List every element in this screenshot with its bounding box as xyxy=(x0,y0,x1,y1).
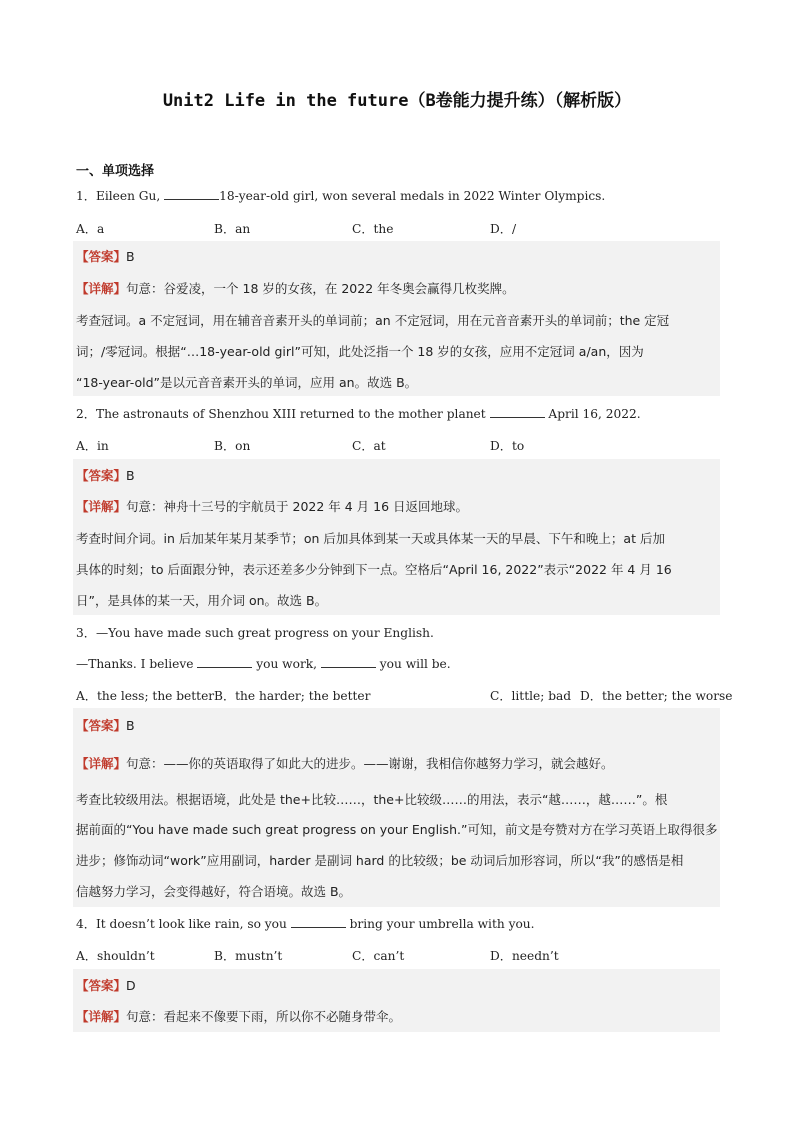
option-b: B．an xyxy=(214,222,251,236)
answer-line: 【答案】B xyxy=(76,468,135,483)
option-a: A．the less; the better xyxy=(76,689,215,703)
question-2-explanation xyxy=(73,459,720,615)
answer-line: 【答案】D xyxy=(76,978,136,993)
option-d: D．to xyxy=(490,439,525,453)
answer-blank xyxy=(321,656,376,668)
question-3-stem: 3．—You have made such great progress on your English. xyxy=(76,626,434,640)
option-d: D．the better; the worse xyxy=(580,689,733,703)
question-3-stem-reply: —Thanks. I believe you work, you will be. xyxy=(76,657,451,671)
detail-line: 信越努力学习，会变得越好，符合语境。故选 B。 xyxy=(76,884,352,899)
detail-line: 据前面的“You have made such great progress on your English.”可知，前文是夸赞对方在学习英语上取得很多 xyxy=(76,822,718,837)
option-a: A．a xyxy=(76,222,105,236)
question-4-options xyxy=(76,947,720,963)
detail-line: 词；/零冠词。根据“…18-year-old girl”可知，此处泛指一个 18 岁的女孩，应用不定冠词 a/an，因为 xyxy=(76,344,644,359)
page-title: Unit2 Life in the future（B卷能力提升练）（解析版） xyxy=(162,91,632,111)
answer-line: 【答案】B xyxy=(76,718,135,733)
option-b: B．mustn’t xyxy=(214,949,283,963)
detail-line: 日”，是具体的某一天，用介词 on。故选 B。 xyxy=(76,593,328,608)
detail-line: 具体的时刻；to 后面跟分钟，表示还差多少分钟到下一点。空格后“April 16, 2022”表示“2022 年 4 月 16 xyxy=(76,562,672,577)
section-heading: 一、单项选择 xyxy=(76,164,155,179)
option-b: B．the harder; the better xyxy=(214,689,371,703)
option-c: C．at xyxy=(352,439,386,453)
detail-line: 考查时间介词。in 后加某年某月某季节；on 后加具体到某一天或具体某一天的早晨、下午和晚上；at 后加 xyxy=(76,531,665,546)
option-b: B．on xyxy=(214,439,251,453)
answer-line: 【答案】B xyxy=(76,249,135,264)
option-c: C．little; bad xyxy=(490,689,572,703)
option-d: D．needn’t xyxy=(490,949,559,963)
option-c: C．the xyxy=(352,222,394,236)
detail-line: 【详解】句意：看起来不像要下雨，所以你不必随身带伞。 xyxy=(76,1009,402,1024)
question-4-stem: 4．It doesn’t look like rain, so you bring your umbrella with you. xyxy=(76,917,535,931)
option-a: A．shouldn’t xyxy=(76,949,155,963)
detail-line: 考查比较级用法。根据语境，此处是 the+比较……，the+比较级……的用法，表示“越……，越……”。根 xyxy=(76,792,668,807)
option-d: D．/ xyxy=(490,222,517,236)
detail-line: 进步；修饰动词“work”应用副词，harder 是副词 hard 的比较级；be 动词后加形容词，所以“我”的感悟是相 xyxy=(76,853,684,868)
detail-line: 【详解】句意：谷爱凌，一个 18 岁的女孩，在 2022 年冬奥会赢得几枚奖牌。 xyxy=(76,281,515,296)
question-3-options xyxy=(76,687,733,703)
question-2-options xyxy=(76,437,720,453)
answer-blank xyxy=(291,916,346,928)
question-1-stem: 1．Eileen Gu, 18-year-old girl, won several medals in 2022 Winter Olympics. xyxy=(76,189,606,203)
question-2-stem: 2．The astronauts of Shenzhou XIII returned to the mother planet April 16, 2022. xyxy=(76,407,641,421)
answer-blank xyxy=(164,188,219,200)
question-3-explanation xyxy=(73,708,720,907)
detail-line: 【详解】句意：神舟十三号的宇航员于 2022 年 4 月 16 日返回地球。 xyxy=(76,499,469,514)
answer-blank xyxy=(197,656,252,668)
detail-line: “18-year-old”是以元音音素开头的单词，应用 an。故选 B。 xyxy=(76,375,418,390)
detail-line: 考查冠词。a 不定冠词，用在辅音音素开头的单词前；an 不定冠词，用在元音音素开头的单词前；the 定冠 xyxy=(76,313,670,328)
question-1-options xyxy=(76,220,720,236)
detail-line: 【详解】句意：——你的英语取得了如此大的进步。——谢谢，我相信你越努力学习，就会越好。 xyxy=(76,756,614,771)
question-1-explanation xyxy=(73,241,720,396)
option-a: A．in xyxy=(76,439,109,453)
answer-blank xyxy=(490,406,545,418)
question-4-explanation xyxy=(73,969,720,1032)
option-c: C．can’t xyxy=(352,949,405,963)
